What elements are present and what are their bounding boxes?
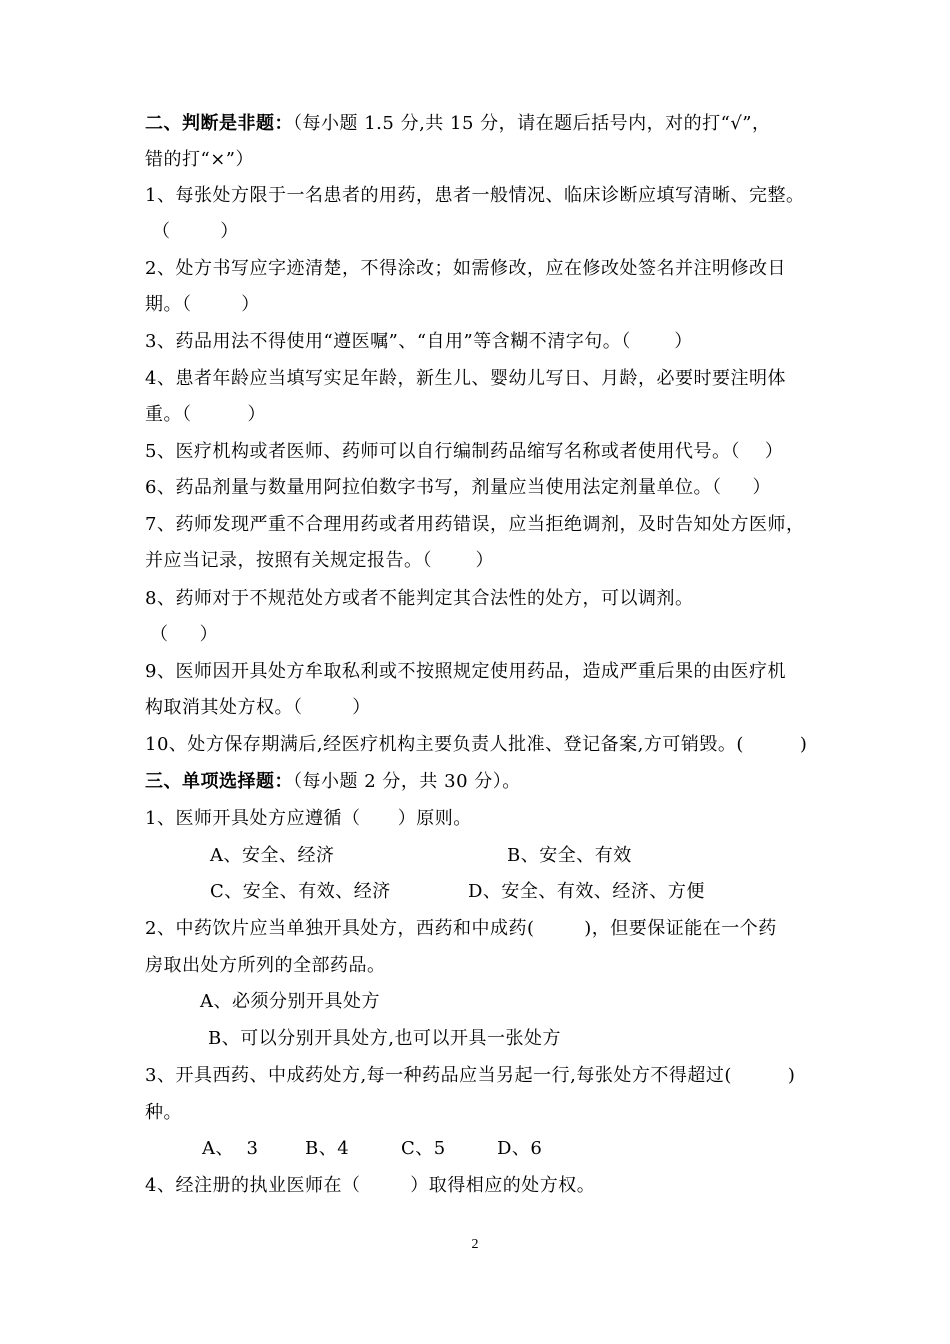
mc-question-1: 1、医师开具处方应遵循（ ）原则。 (145, 808, 472, 829)
tf-question-9: 9、医师因开具处方牟取私利或不按照规定使用药品，造成严重后果的由医疗机 (145, 661, 786, 682)
tf-question-2: 2、处方书写应字迹清楚，不得涂改；如需修改，应在修改处签名并注明修改日 (145, 258, 786, 279)
tf-question-7-cont: 并应当记录，按照有关规定报告。（ ） (145, 550, 495, 571)
mc-question-4: 4、经注册的执业医师在（ ）取得相应的处方权。 (145, 1175, 596, 1196)
tf-question-8-answer: （ ） (150, 624, 219, 645)
tf-question-10: 10、处方保存期满后,经医疗机构主要负责人批准、登记备案,方可销毁。( ) (145, 734, 808, 755)
tf-question-5: 5、医疗机构或者医师、药师可以自行编制药品缩写名称或者使用代号。（ ） (145, 441, 784, 462)
tf-question-1-answer: （ ） (152, 221, 239, 242)
mc-question-2-option-a: A、必须分别开具处方 (200, 991, 380, 1012)
mc-question-3-option-c: C、5 (401, 1138, 446, 1159)
tf-question-4: 4、患者年龄应当填写实足年龄，新生儿、婴幼儿写日、月龄，必要时要注明体 (145, 368, 786, 389)
mc-question-2-cont: 房取出处方所列的全部药品。 (145, 955, 386, 976)
mc-question-3-option-d: D、6 (497, 1138, 543, 1159)
tf-question-2-cont: 期。（ ） (145, 294, 260, 315)
tf-question-6: 6、药品剂量与数量用阿拉伯数字书写，剂量应当使用法定剂量单位。（ ） (145, 477, 772, 498)
mc-question-1-option-b: B、安全、有效 (507, 845, 632, 866)
mc-question-1-option-d: D、安全、有效、经济、方便 (468, 881, 705, 902)
section3-instructions: （每小题 2 分，共 30 分）。 (293, 771, 521, 792)
section2-instructions: （每小题 1.5 分,共 15 分，请在题后括号内，对的打“√”， (293, 113, 771, 134)
mc-question-1-option-a: A、安全、经济 (210, 845, 335, 866)
page-number: 2 (471, 1237, 479, 1252)
tf-question-8: 8、药师对于不规范处方或者不能判定其合法性的处方，可以调剂。 (145, 588, 694, 609)
section2-instructions-cont: 错的打“×”） (145, 149, 254, 170)
mc-question-1-option-c: C、安全、有效、经济 (210, 881, 391, 902)
mc-question-2: 2、中药饮片应当单独开具处方，西药和中成药( )，但要保证能在一个药 (145, 918, 777, 939)
section2-heading: 二、判断是非题： (145, 113, 293, 134)
section3-heading-line (145, 770, 521, 794)
tf-question-9-cont: 构取消其处方权。（ ） (145, 697, 371, 718)
tf-question-4-cont: 重。（ ） (145, 404, 266, 425)
section2-heading-line (145, 112, 771, 136)
tf-question-1: 1、每张处方限于一名患者的用药，患者一般情况、临床诊断应填写清晰、完整。 (145, 185, 805, 206)
mc-question-3-option-a: A、 3 (202, 1138, 259, 1159)
tf-question-3: 3、药品用法不得使用“遵医嘱”、“自用”等含糊不清字句。（ ） (145, 331, 693, 352)
mc-question-2-option-b: B、可以分别开具处方,也可以开具一张处方 (208, 1028, 561, 1049)
mc-question-3-cont: 种。 (145, 1102, 182, 1123)
section3-heading: 三、单项选择题： (145, 771, 293, 792)
mc-question-3-option-b: B、4 (305, 1138, 350, 1159)
tf-question-7: 7、药师发现严重不合理用药或者用药错误，应当拒绝调剂，及时告知处方医师， (145, 514, 805, 535)
mc-question-3: 3、开具西药、中成药处方,每一种药品应当另起一行,每张处方不得超过( ) (145, 1065, 796, 1086)
